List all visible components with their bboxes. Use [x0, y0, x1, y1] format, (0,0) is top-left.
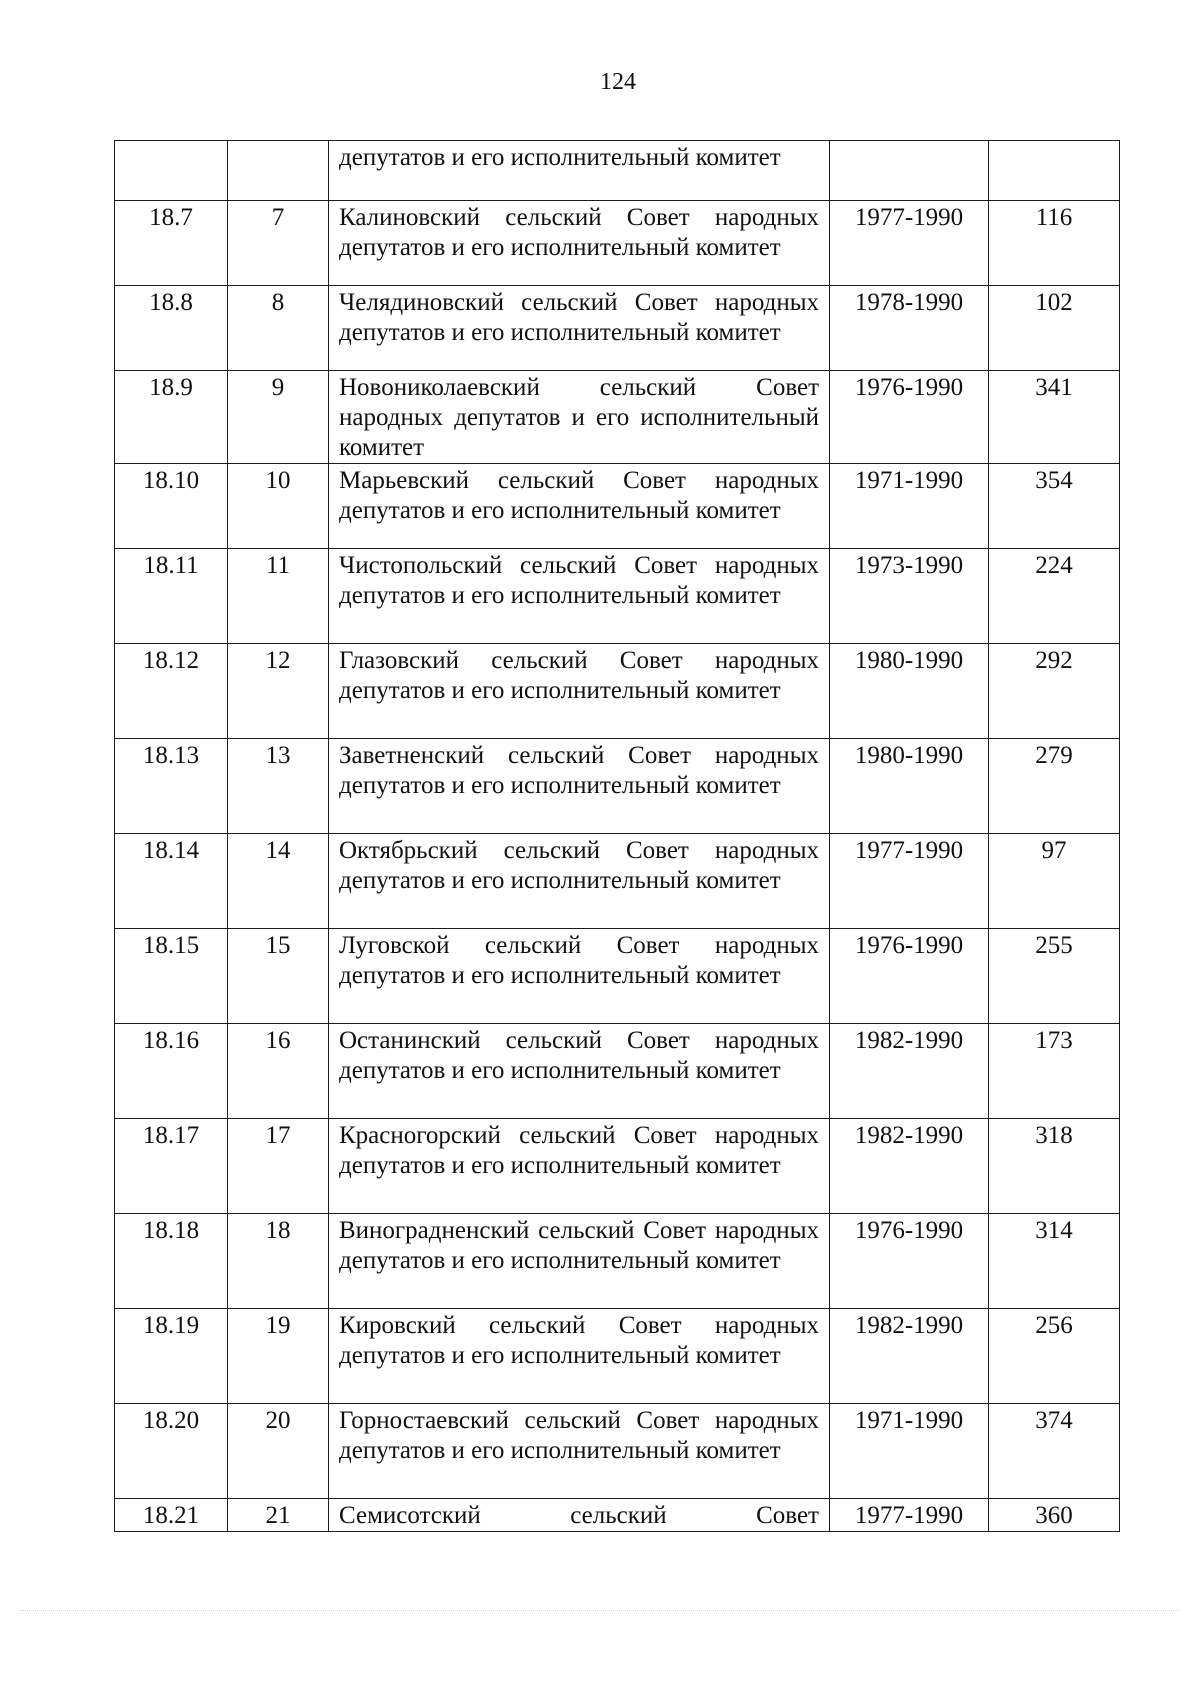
row-number-cell: 18.8 — [115, 286, 228, 371]
row-number-cell: 18.10 — [115, 464, 228, 549]
fonds-name-cell: Останинский сельский Совет народных депутатов и его исполнительный комитет — [329, 1024, 830, 1119]
units-count-cell: 97 — [989, 834, 1120, 929]
table-row — [115, 739, 1120, 834]
table-row — [115, 1499, 1120, 1532]
years-cell: 1982-1990 — [830, 1119, 989, 1214]
archive-fonds-table — [114, 140, 1120, 1532]
units-count-cell: 314 — [989, 1214, 1120, 1309]
fonds-name-cell: Чистопольский сельский Совет народных депутатов и его исполнительный комитет — [329, 549, 830, 644]
years-cell: 1976-1990 — [830, 1214, 989, 1309]
row-number-cell: 18.7 — [115, 201, 228, 286]
row-number-cell: 18.9 — [115, 371, 228, 464]
table-row — [115, 834, 1120, 929]
fonds-index-cell: 20 — [228, 1404, 329, 1499]
years-cell: 1982-1990 — [830, 1309, 989, 1404]
fonds-index-cell — [228, 141, 329, 201]
units-count-cell: 224 — [989, 549, 1120, 644]
row-number-cell: 18.19 — [115, 1309, 228, 1404]
years-cell: 1982-1990 — [830, 1024, 989, 1119]
table-row — [115, 1119, 1120, 1214]
years-cell: 1973-1990 — [830, 549, 989, 644]
fonds-index-cell: 11 — [228, 549, 329, 644]
row-number-cell: 18.14 — [115, 834, 228, 929]
fonds-name-cell: Кировский сельский Совет народных депутатов и его исполнительный комитет — [329, 1309, 830, 1404]
table-row — [115, 286, 1120, 371]
fonds-name-cell: депутатов и его исполнительный комитет — [329, 141, 830, 201]
row-number-cell: 18.13 — [115, 739, 228, 834]
units-count-cell: 102 — [989, 286, 1120, 371]
units-count-cell: 354 — [989, 464, 1120, 549]
fonds-index-cell: 15 — [228, 929, 329, 1024]
fonds-index-cell: 10 — [228, 464, 329, 549]
units-count-cell: 255 — [989, 929, 1120, 1024]
years-cell: 1977-1990 — [830, 201, 989, 286]
table-row — [115, 549, 1120, 644]
table-row — [115, 201, 1120, 286]
row-number-cell: 18.12 — [115, 644, 228, 739]
fonds-name-cell: Красногорский сельский Совет народных депутатов и его исполнительный комитет — [329, 1119, 830, 1214]
years-cell — [830, 141, 989, 201]
table-row — [115, 1024, 1120, 1119]
table-row — [115, 464, 1120, 549]
page-number: 124 — [600, 69, 636, 95]
fonds-name-cell: Луговской сельский Совет народных депутатов и его исполнительный комитет — [329, 929, 830, 1024]
fonds-index-cell: 18 — [228, 1214, 329, 1309]
table-row — [115, 371, 1120, 464]
units-count-cell: 256 — [989, 1309, 1120, 1404]
fonds-name-cell: Октябрьский сельский Совет народных депутатов и его исполнительный комитет — [329, 834, 830, 929]
years-cell: 1980-1990 — [830, 739, 989, 834]
row-number-cell: 18.17 — [115, 1119, 228, 1214]
table-row — [115, 141, 1120, 201]
fonds-name-cell: Горностаевский сельский Совет народных депутатов и его исполнительный комитет — [329, 1404, 830, 1499]
fonds-index-cell: 12 — [228, 644, 329, 739]
units-count-cell: 173 — [989, 1024, 1120, 1119]
table-row — [115, 1309, 1120, 1404]
fonds-index-cell: 7 — [228, 201, 329, 286]
fonds-index-cell: 8 — [228, 286, 329, 371]
fonds-name-cell: Заветненский сельский Совет народных депутатов и его исполнительный комитет — [329, 739, 830, 834]
fonds-name-cell: Новониколаевский сельский Совет народных депутатов и его исполнительный комитет — [329, 371, 830, 464]
years-cell: 1978-1990 — [830, 286, 989, 371]
row-number-cell: 18.20 — [115, 1404, 228, 1499]
years-cell: 1977-1990 — [830, 834, 989, 929]
fonds-index-cell: 14 — [228, 834, 329, 929]
years-cell: 1977-1990 — [830, 1499, 989, 1532]
fonds-index-cell: 13 — [228, 739, 329, 834]
fonds-index-cell: 21 — [228, 1499, 329, 1532]
fonds-name-cell: Калиновский сельский Совет народных депутатов и его исполнительный комитет — [329, 201, 830, 286]
years-cell: 1971-1990 — [830, 464, 989, 549]
row-number-cell: 18.11 — [115, 549, 228, 644]
units-count-cell: 360 — [989, 1499, 1120, 1532]
fonds-index-cell: 16 — [228, 1024, 329, 1119]
fonds-index-cell: 19 — [228, 1309, 329, 1404]
scan-artifact-divider — [20, 1610, 1180, 1612]
row-number-cell: 18.21 — [115, 1499, 228, 1532]
years-cell: 1976-1990 — [830, 929, 989, 1024]
units-count-cell: 292 — [989, 644, 1120, 739]
fonds-name-cell: Глазовский сельский Совет народных депутатов и его исполнительный комитет — [329, 644, 830, 739]
table-row — [115, 1214, 1120, 1309]
fonds-index-cell: 17 — [228, 1119, 329, 1214]
row-number-cell: 18.15 — [115, 929, 228, 1024]
years-cell: 1976-1990 — [830, 371, 989, 464]
table-row — [115, 644, 1120, 739]
years-cell: 1980-1990 — [830, 644, 989, 739]
units-count-cell: 279 — [989, 739, 1120, 834]
units-count-cell: 116 — [989, 201, 1120, 286]
row-number-cell: 18.16 — [115, 1024, 228, 1119]
units-count-cell: 374 — [989, 1404, 1120, 1499]
years-cell: 1971-1990 — [830, 1404, 989, 1499]
fonds-name-cell: Виноградненский сельский Совет народных депутатов и его исполнительный комитет — [329, 1214, 830, 1309]
row-number-cell — [115, 141, 228, 201]
table-row — [115, 929, 1120, 1024]
units-count-cell — [989, 141, 1120, 201]
fonds-index-cell: 9 — [228, 371, 329, 464]
fonds-name-cell: Марьевский сельский Совет народных депутатов и его исполнительный комитет — [329, 464, 830, 549]
units-count-cell: 318 — [989, 1119, 1120, 1214]
fonds-name-cell: Челядиновский сельский Совет народных депутатов и его исполнительный комитет — [329, 286, 830, 371]
table-row — [115, 1404, 1120, 1499]
row-number-cell: 18.18 — [115, 1214, 228, 1309]
units-count-cell: 341 — [989, 371, 1120, 464]
fonds-name-cell: Семисотский сельский Совет — [329, 1499, 830, 1532]
